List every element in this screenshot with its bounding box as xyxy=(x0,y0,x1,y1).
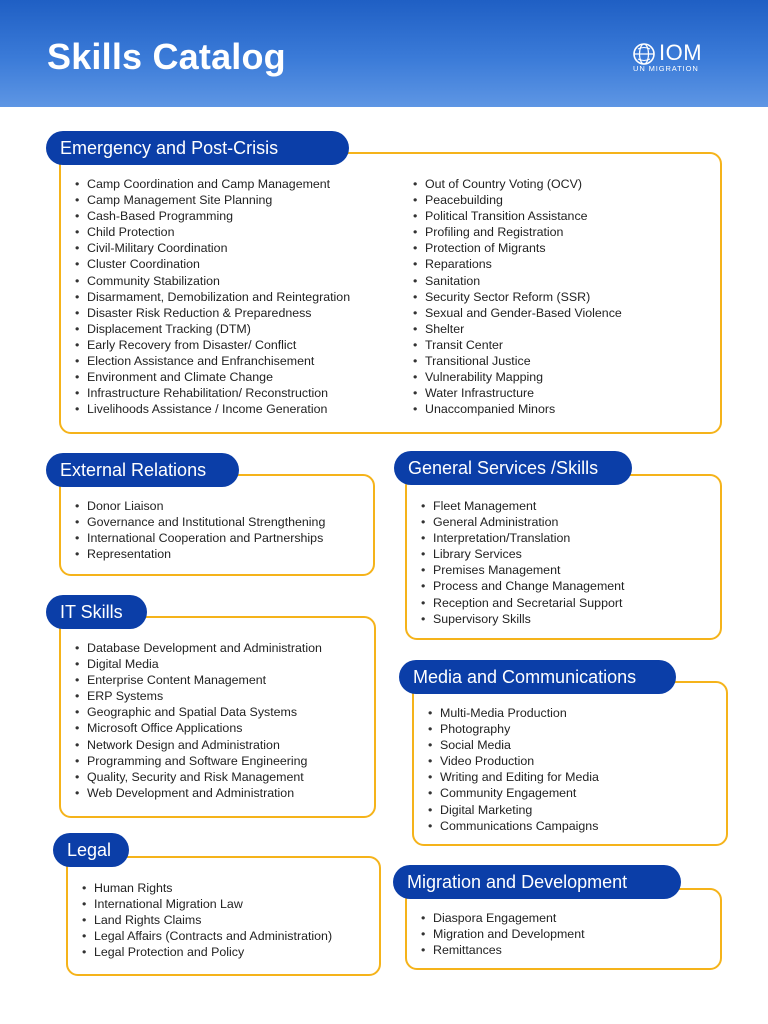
list-item: • Legal Protection and Policy xyxy=(82,944,332,960)
list-item: • International Cooperation and Partnerships xyxy=(75,530,325,546)
list-item: • Out of Country Voting (OCV) xyxy=(413,176,622,192)
external-list xyxy=(75,498,325,562)
list-item: • Camp Management Site Planning xyxy=(75,192,350,208)
list-item: • Cash-Based Programming xyxy=(75,208,350,224)
list-item: • Reparations xyxy=(413,256,622,272)
list-item: • Shelter xyxy=(413,321,622,337)
list-item: • Writing and Editing for Media xyxy=(428,769,599,785)
list-item: • Environment and Climate Change xyxy=(75,369,350,385)
list-item: • Child Protection xyxy=(75,224,350,240)
list-item: • Unaccompanied Minors xyxy=(413,401,622,417)
list-item: • Digital Media xyxy=(75,656,322,672)
list-item: • Library Services xyxy=(421,546,625,562)
list-item: • Camp Coordination and Camp Management xyxy=(75,176,350,192)
list-item: • Water Infrastructure xyxy=(413,385,622,401)
list-item: • Digital Marketing xyxy=(428,802,599,818)
list-item: • Process and Change Management xyxy=(421,578,625,594)
general-section-box xyxy=(405,474,722,640)
list-item: • Transit Center xyxy=(413,337,622,353)
list-item: • Interpretation/Translation xyxy=(421,530,625,546)
list-item: • Database Development and Administration xyxy=(75,640,322,656)
list-item: • Premises Management xyxy=(421,562,625,578)
emergency-list-right xyxy=(413,176,622,417)
list-item: • Security Sector Reform (SSR) xyxy=(413,289,622,305)
list-item: • Peacebuilding xyxy=(413,192,622,208)
list-item: • Profiling and Registration xyxy=(413,224,622,240)
list-item: • Protection of Migrants xyxy=(413,240,622,256)
globe-logo-icon xyxy=(632,42,656,66)
emergency-list-left xyxy=(75,176,350,417)
list-item: • Governance and Institutional Strengthening xyxy=(75,514,325,530)
external-section-box xyxy=(59,474,375,576)
emergency-section-title: Emergency and Post-Crisis xyxy=(46,131,349,165)
it-list xyxy=(75,640,322,801)
migration-section-box xyxy=(405,888,722,970)
list-item: • Sanitation xyxy=(413,273,622,289)
migration-section-title: Migration and Development xyxy=(393,865,681,899)
general-section-title: General Services /Skills xyxy=(394,451,632,485)
general-list xyxy=(421,498,625,627)
list-item: • Land Rights Claims xyxy=(82,912,332,928)
media-section-title: Media and Communications xyxy=(399,660,676,694)
list-item: • Transitional Justice xyxy=(413,353,622,369)
list-item: • Early Recovery from Disaster/ Conflict xyxy=(75,337,350,353)
list-item: • Migration and Development xyxy=(421,926,585,942)
list-item: • Supervisory Skills xyxy=(421,611,625,627)
list-item: • Community Stabilization xyxy=(75,273,350,289)
list-item: • Civil-Military Coordination xyxy=(75,240,350,256)
logo-subtitle: UN MIGRATION xyxy=(633,64,699,73)
iom-logo xyxy=(632,42,722,74)
list-item: • Human Rights xyxy=(82,880,332,896)
list-item: • Network Design and Administration xyxy=(75,737,322,753)
list-item: • Vulnerability Mapping xyxy=(413,369,622,385)
list-item: • Microsoft Office Applications xyxy=(75,720,322,736)
list-item: • Infrastructure Rehabilitation/ Reconstruction xyxy=(75,385,350,401)
list-item: • Political Transition Assistance xyxy=(413,208,622,224)
list-item: • Disaster Risk Reduction & Preparedness xyxy=(75,305,350,321)
list-item: • Donor Liaison xyxy=(75,498,325,514)
list-item: • Social Media xyxy=(428,737,599,753)
list-item: • Video Production xyxy=(428,753,599,769)
list-item: • ERP Systems xyxy=(75,688,322,704)
media-section-box xyxy=(412,681,728,846)
list-item: • Multi-Media Production xyxy=(428,705,599,721)
list-item: • Livelihoods Assistance / Income Generation xyxy=(75,401,350,417)
list-item: • Web Development and Administration xyxy=(75,785,322,801)
list-item: • Diaspora Engagement xyxy=(421,910,585,926)
it-section-box xyxy=(59,616,376,818)
page-title: Skills Catalog xyxy=(47,36,286,77)
list-item: • Displacement Tracking (DTM) xyxy=(75,321,350,337)
it-section-title: IT Skills xyxy=(46,595,147,629)
legal-list xyxy=(82,880,332,960)
list-item: • Geographic and Spatial Data Systems xyxy=(75,704,322,720)
list-item: • Cluster Coordination xyxy=(75,256,350,272)
list-item: • Remittances xyxy=(421,942,585,958)
migration-list xyxy=(421,910,585,958)
list-item: • Community Engagement xyxy=(428,785,599,801)
list-item: • Photography xyxy=(428,721,599,737)
list-item: • Legal Affairs (Contracts and Administration) xyxy=(82,928,332,944)
list-item: • Fleet Management xyxy=(421,498,625,514)
list-item: • Sexual and Gender-Based Violence xyxy=(413,305,622,321)
list-item: • General Administration xyxy=(421,514,625,530)
page-header xyxy=(0,0,768,107)
media-list xyxy=(428,705,599,834)
emergency-section-box xyxy=(59,152,722,434)
list-item: • Reception and Secretarial Support xyxy=(421,595,625,611)
legal-section-box xyxy=(66,856,381,976)
legal-section-title: Legal xyxy=(53,833,129,867)
list-item: • Representation xyxy=(75,546,325,562)
list-item: • Enterprise Content Management xyxy=(75,672,322,688)
external-section-title: External Relations xyxy=(46,453,239,487)
list-item: • Election Assistance and Enfranchisement xyxy=(75,353,350,369)
list-item: • Disarmament, Demobilization and Reintegration xyxy=(75,289,350,305)
list-item: • Programming and Software Engineering xyxy=(75,753,322,769)
list-item: • Communications Campaigns xyxy=(428,818,599,834)
logo-name: IOM xyxy=(659,40,703,65)
list-item: • International Migration Law xyxy=(82,896,332,912)
list-item: • Quality, Security and Risk Management xyxy=(75,769,322,785)
